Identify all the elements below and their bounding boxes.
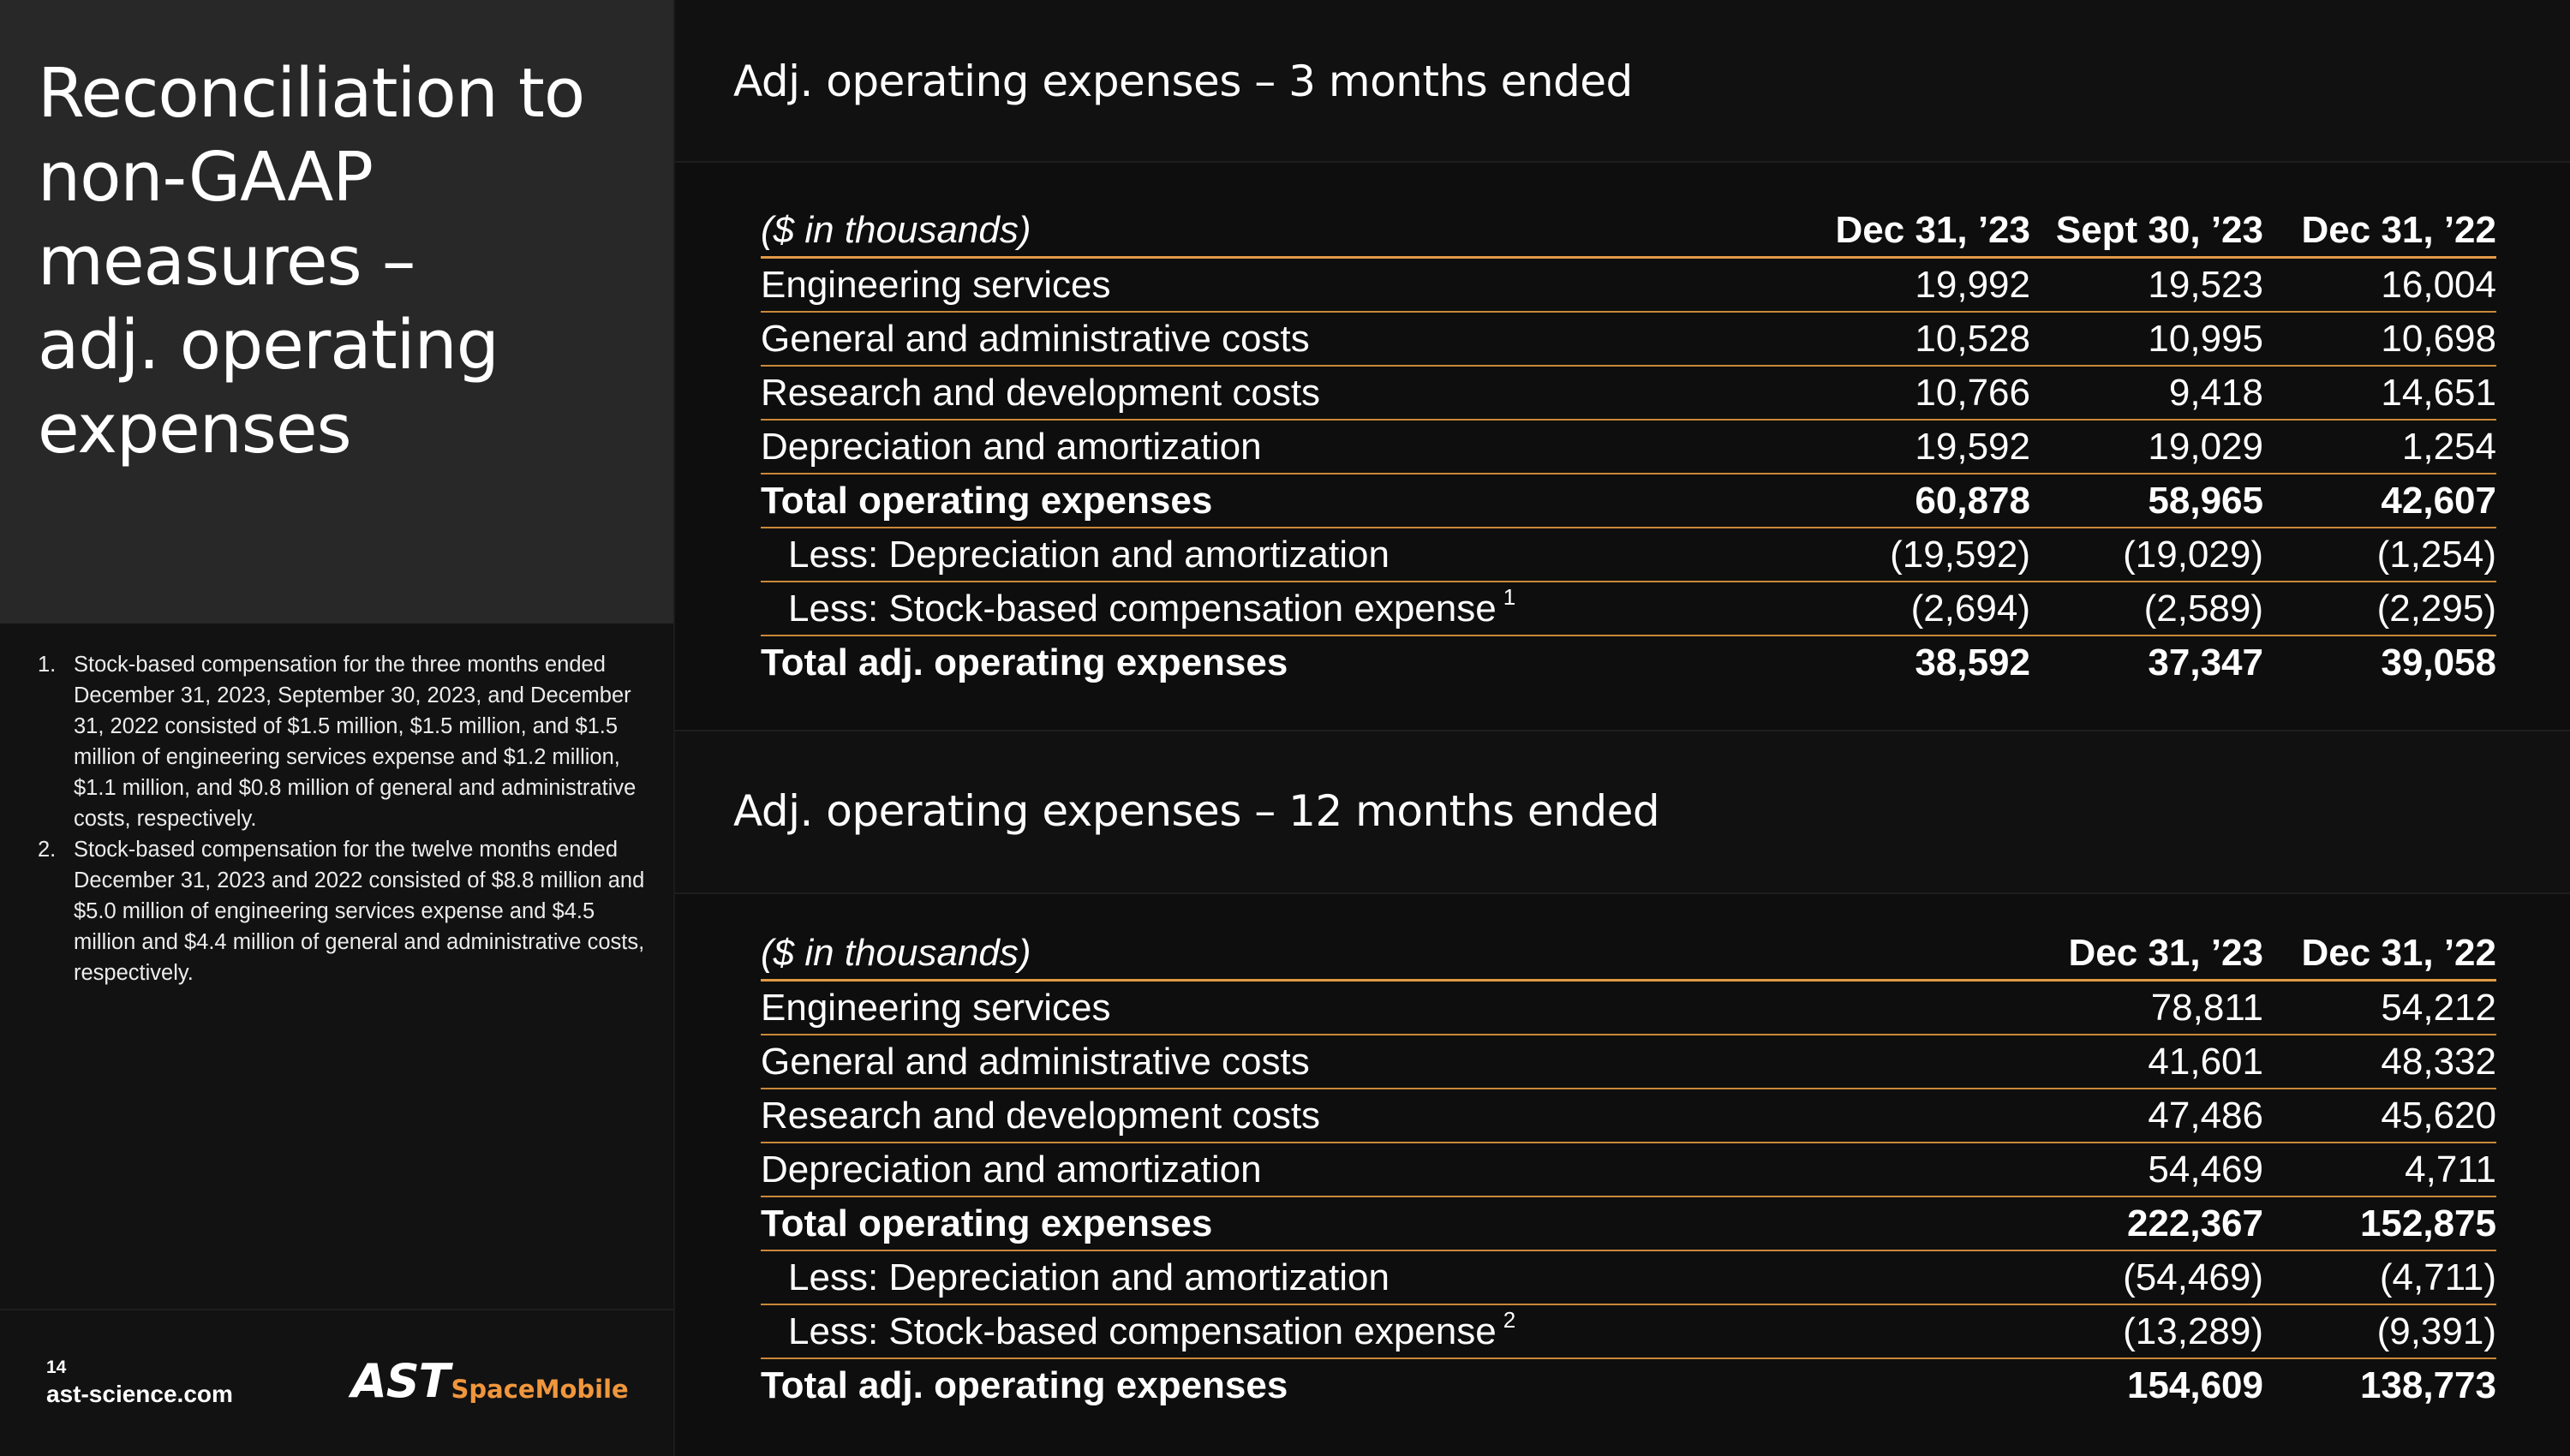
page-number: 14 [46,1358,67,1377]
table-row [761,366,2496,420]
row-value: 1,254 [2263,420,2496,474]
table-header-row [761,927,2496,981]
footnote-number: 1. [38,653,57,677]
three-months-title: Adj. operating expenses – 3 months ended [733,57,1633,106]
row-value: 10,995 [2030,312,2263,366]
row-value: (54,469) [2030,1250,2263,1304]
row-value: 54,212 [2263,981,2496,1035]
site-url: ast-science.com [46,1381,233,1407]
table-row [761,582,2496,636]
row-value: 78,811 [2030,981,2263,1035]
total-row [761,636,2496,689]
title-panel [0,0,673,624]
table-row [761,1304,2496,1358]
row-value: (2,589) [2030,582,2263,636]
row-label: General and administrative costs [761,312,1797,366]
row-value: 4,711 [2263,1143,2496,1196]
row-value: 222,367 [2030,1196,2263,1250]
units-label: ($ in thousands) [761,927,2030,981]
row-value: 14,651 [2263,366,2496,420]
row-value: (2,694) [1797,582,2030,636]
row-value: (9,391) [2263,1304,2496,1358]
row-label: Less: Stock-based compensation expense [788,587,1497,630]
row-value: 152,875 [2263,1196,2496,1250]
row-value: 19,992 [1797,258,2030,313]
logo-subtext: SpaceMobile [451,1375,629,1404]
page-title-line: expenses [38,390,351,468]
column-header: Dec 31, ’23 [2030,927,2263,981]
twelve-months-title: Adj. operating expenses – 12 months ended [733,786,1660,836]
page-title-line: measures – [38,222,415,301]
row-value: 19,592 [1797,420,2030,474]
row-value: (19,029) [2030,528,2263,582]
row-value: 42,607 [2263,474,2496,528]
row-value: 19,523 [2030,258,2263,313]
row-value: 38,592 [1915,641,2030,683]
column-header: Dec 31, ’23 [1797,204,2030,258]
row-label-cell [761,1304,2030,1358]
row-label: Total operating expenses [761,1196,2030,1250]
row-label: Total adj. operating expenses [761,641,1288,683]
column-header: Dec 31, ’22 [2263,204,2496,258]
row-value: 37,347 [2148,641,2263,683]
row-value: (19,592) [1797,528,2030,582]
table-row [761,981,2496,1035]
row-value: 48,332 [2263,1035,2496,1089]
footnote-item [38,834,654,988]
row-value: 10,698 [2263,312,2496,366]
row-value: 41,601 [2030,1035,2263,1089]
twelve-months-header [675,730,2570,894]
total-row [761,1358,2496,1411]
page-title-line: adj. operating [38,306,499,385]
row-label: Depreciation and amortization [761,420,1797,474]
table-row [761,420,2496,474]
table-row [761,312,2496,366]
table-row [761,528,2496,582]
row-label: Research and development costs [761,366,1797,420]
footer-divider [0,1309,673,1310]
row-value: 10,766 [1797,366,2030,420]
row-label: Less: Stock-based compensation expense [788,1310,1497,1352]
row-label: Depreciation and amortization [761,1143,2030,1196]
three-months-table [761,204,2496,689]
row-value: (1,254) [2263,528,2496,582]
row-value: 154,609 [2126,1364,2263,1406]
row-label: Research and development costs [761,1089,2030,1143]
table-row [761,258,2496,313]
footnote-text: Stock-based compensation for the three months ended December 31, 2023, September 30, 2023, and December 31, 2022 consisted of $1.5 million, $1.5 million, and $1.5 million of engineering services expense and $1.2 million, $1.1 million, and $0.8 million of general and administrative costs, respectively. [74,653,637,831]
footnote-marker: 1 [1503,583,1516,610]
row-value: (4,711) [2263,1250,2496,1304]
row-value: (2,295) [2263,582,2496,636]
three-months-header [675,0,2570,163]
row-value: 60,878 [1797,474,2030,528]
row-value: 39,058 [2381,641,2496,683]
total-row [761,474,2496,528]
twelve-months-table [761,927,2496,1411]
row-label-cell [761,582,1797,636]
row-value: 47,486 [2030,1089,2263,1143]
row-label: Engineering services [761,258,1797,313]
logo-wordmark: AST [351,1354,450,1408]
table-row [761,1035,2496,1089]
row-label: Engineering services [761,981,2030,1035]
row-value: 19,029 [2030,420,2263,474]
table-row [761,1143,2496,1196]
footnote-marker: 2 [1503,1306,1516,1333]
ast-spacemobile-logo [351,1353,629,1408]
footnote-text: Stock-based compensation for the twelve months ended December 31, 2023 and 2022 consisted of $8.8 million and $5.0 million of engineering services expense and $4.5 million and $4.4 million of general and administrative costs, respectively. [74,838,645,985]
row-label: Total adj. operating expenses [761,1364,1288,1406]
row-value: (13,289) [2030,1304,2263,1358]
row-value: 45,620 [2263,1089,2496,1143]
footnote-list [38,649,654,988]
row-label: Less: Depreciation and amortization [761,528,1797,582]
table-row [761,1089,2496,1143]
row-value: 16,004 [2263,258,2496,313]
table-header-row [761,204,2496,258]
row-label: General and administrative costs [761,1035,2030,1089]
page-title-line: non-GAAP [38,138,374,217]
row-label: Less: Depreciation and amortization [761,1250,2030,1304]
row-value: 9,418 [2030,366,2263,420]
row-value: 138,773 [2359,1364,2496,1406]
table-row [761,1250,2496,1304]
total-row [761,1196,2496,1250]
units-label: ($ in thousands) [761,204,1797,258]
row-value: 10,528 [1797,312,2030,366]
column-header: Dec 31, ’22 [2263,927,2496,981]
column-header: Sept 30, ’23 [2030,204,2263,258]
footnote-item [38,649,654,834]
row-value: 58,965 [2030,474,2263,528]
footnote-number: 2. [38,838,57,862]
page-title-line: Reconciliation to [38,54,585,133]
row-label: Total operating expenses [761,474,1797,528]
page-title [38,51,654,471]
row-value: 54,469 [2030,1143,2263,1196]
